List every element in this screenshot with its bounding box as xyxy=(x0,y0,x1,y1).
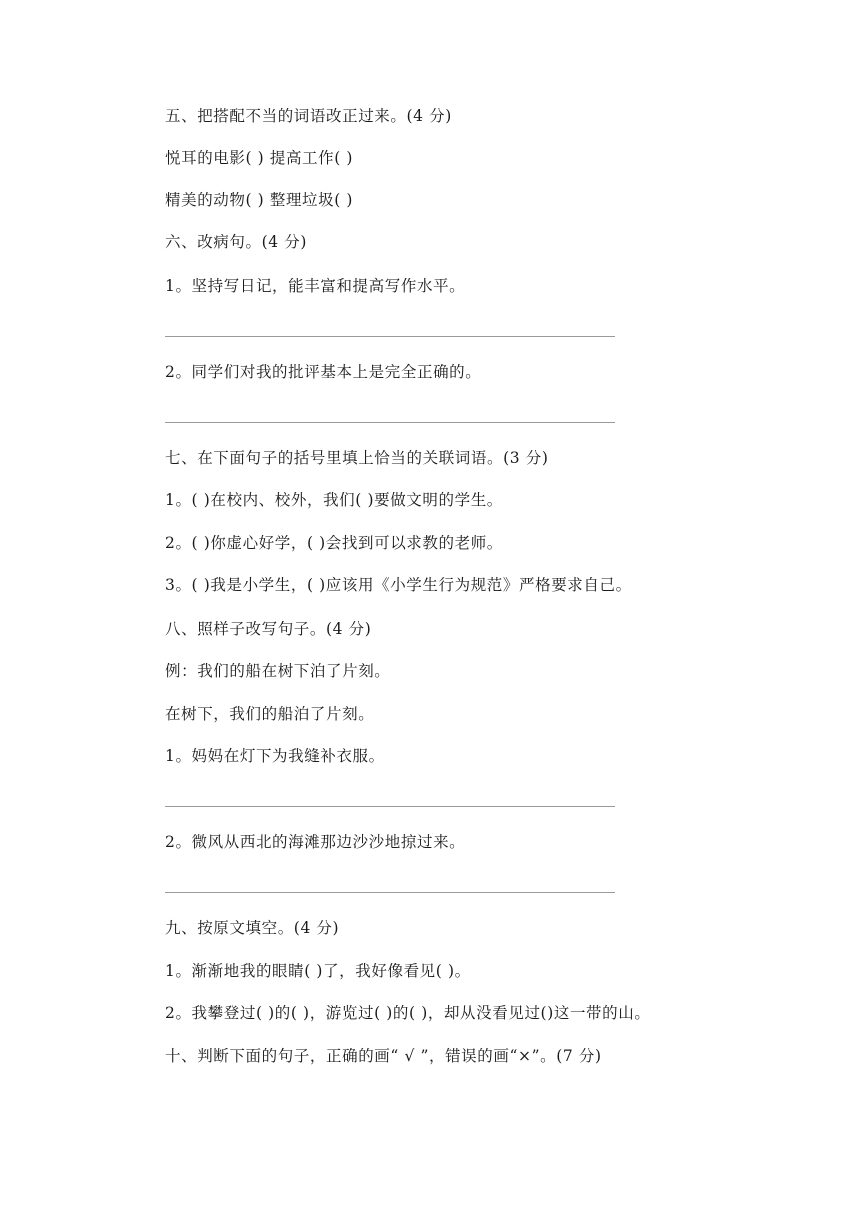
answer-line xyxy=(165,806,615,807)
section-7-heading: 七、在下面句子的括号里填上恰当的关联词语。(3 分) xyxy=(165,449,549,467)
section-8-example-rewrite: 在树下，我们的船泊了片刻。 xyxy=(165,705,375,723)
section-6-question-2: 2。同学们对我的批评基本上是完全正确的。 xyxy=(165,363,482,381)
section-9-question-1: 1。渐渐地我的眼睛( )了，我好像看见( )。 xyxy=(165,962,471,980)
answer-line xyxy=(165,336,615,337)
section-5-row-1: 悦耳的电影( ) 提高工作( ) xyxy=(165,149,354,167)
section-8-question-2: 2。微风从西北的海滩那边沙沙地掠过来。 xyxy=(165,833,466,851)
section-10-heading: 十、判断下面的句子，正确的画“ √ ”，错误的画“×”。(7 分) xyxy=(165,1047,602,1065)
section-8-example: 例：我们的船在树下泊了片刻。 xyxy=(165,662,391,680)
answer-line xyxy=(165,892,615,893)
section-7-question-3: 3。( )我是小学生，( )应该用《小学生行为规范》严格要求自己。 xyxy=(165,576,632,594)
section-9-heading: 九、按原文填空。(4 分) xyxy=(165,919,340,937)
section-5-heading: 五、把搭配不当的词语改正过来。(4 分) xyxy=(165,107,452,125)
section-6-question-1: 1。坚持写日记，能丰富和提高写作水平。 xyxy=(165,277,466,295)
section-7-question-1: 1。( )在校内、校外，我们( )要做文明的学生。 xyxy=(165,491,503,509)
section-9-question-2: 2。我攀登过( )的( )，游览过( )的( )，却从没看见过()这一带的山。 xyxy=(165,1004,651,1022)
section-8-heading: 八、照样子改写句子。(4 分) xyxy=(165,620,372,638)
section-5-row-2: 精美的动物( ) 整理垃圾( ) xyxy=(165,191,354,209)
section-8-question-1: 1。妈妈在灯下为我缝补衣服。 xyxy=(165,747,385,765)
section-6-heading: 六、改病句。(4 分) xyxy=(165,233,307,251)
section-7-question-2: 2。( )你虚心好学，( )会找到可以求教的老师。 xyxy=(165,534,503,552)
answer-line xyxy=(165,422,615,423)
